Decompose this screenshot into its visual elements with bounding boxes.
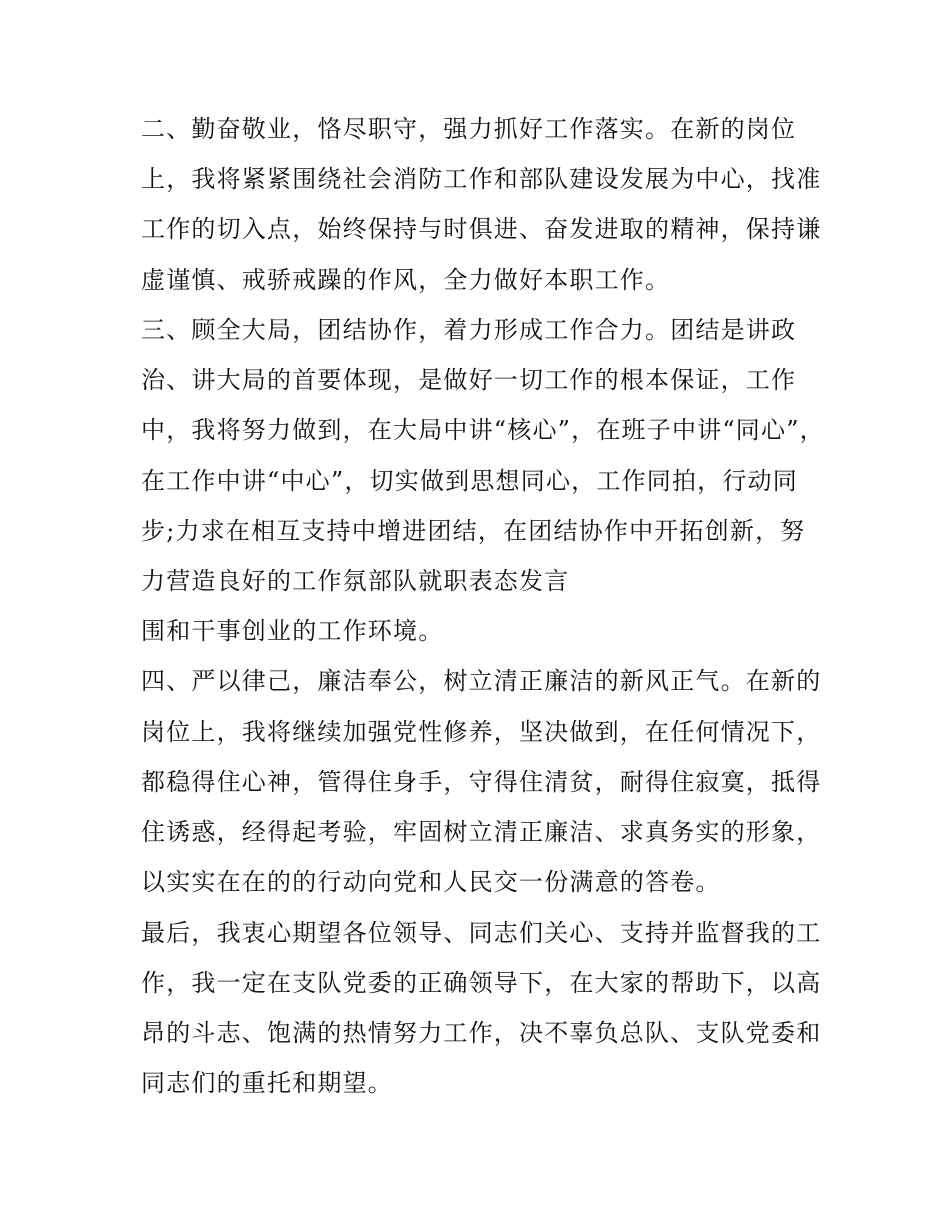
text-line: 步;力求在相互支持中增进团结，在团结协作中开拓创新，努 — [141, 517, 806, 545]
text-line: 治、讲大局的首要体现，是做好一切工作的根本保证，工作 — [141, 366, 797, 394]
text-line: 同志们的重托和期望。 — [141, 1069, 393, 1097]
text-line: 作，我一定在支队党委的正确领导下，在大家的帮助下，以高 — [141, 969, 822, 997]
text-line: 都稳得住心神，管得住身手，守得住清贫，耐得住寂寞，抵得 — [141, 768, 822, 796]
text-line: 四、严以律己，廉洁奉公，树立清正廉洁的新风正气。在新的 — [141, 667, 822, 695]
text-line: 二、勤奋敬业，恪尽职守，强力抓好工作落实。在新的岗位 — [141, 115, 797, 143]
text-line: 虚谨慎、戒骄戒躁的作风，全力做好本职工作。 — [141, 266, 671, 294]
text-line: 昂的斗志、饱满的热情努力工作，决不辜负总队、支队党委和 — [141, 1019, 822, 1047]
text-line: 岗位上，我将继续加强党性修养，坚决做到，在任何情况下， — [141, 718, 822, 746]
text-line: 在工作中讲“中心”，切实做到思想同心，工作同拍，行动同 — [141, 467, 798, 495]
text-line: 上，我将紧紧围绕社会消防工作和部队建设发展为中心，找准 — [141, 165, 822, 193]
text-line: 工作的切入点，始终保持与时俱进、奋发进取的精神，保持谦 — [141, 215, 822, 243]
text-line: 以实实在在的的行动向党和人民交一份满意的答卷。 — [141, 868, 721, 896]
text-line: 最后，我衷心期望各位领导、同志们关心、支持并监督我的工 — [141, 919, 822, 947]
text-line: 力营造良好的工作氛部队就职表态发言 — [141, 567, 570, 595]
text-line: 住诱惑，经得起考验，牢固树立清正廉洁、求真务实的形象， — [141, 818, 822, 846]
text-line: 中，我将努力做到，在大局中讲“核心”，在班子中讲“同心”， — [141, 416, 825, 444]
text-line: 三、顾全大局，团结协作，着力形成工作合力。团结是讲政 — [141, 316, 797, 344]
text-line: 围和干事创业的工作环境。 — [141, 617, 444, 645]
